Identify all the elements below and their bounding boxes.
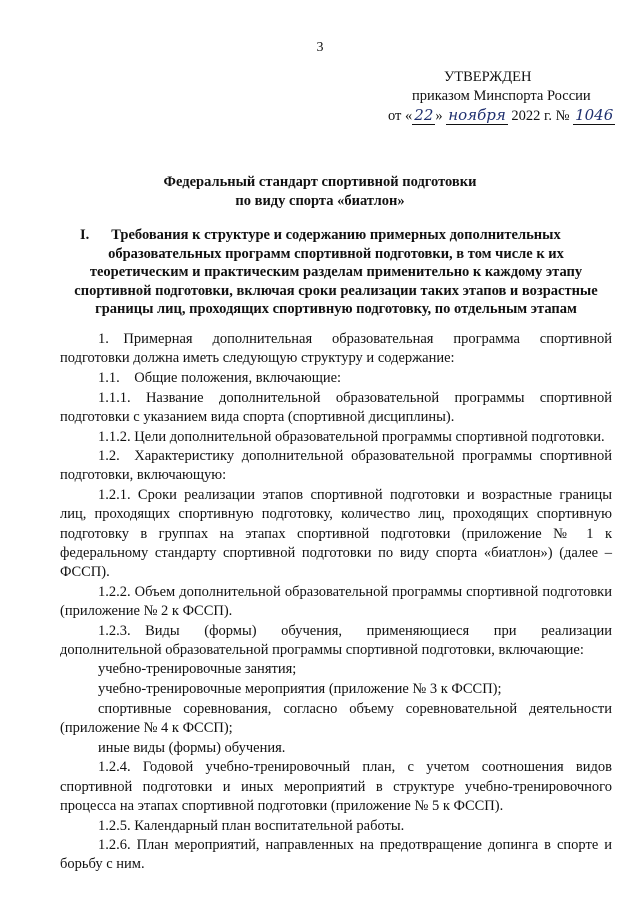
paragraph: 1.1. Общие положения, включающие: [98,369,342,386]
approval-date-line [388,106,628,126]
approval-order: приказом Минспорта России [412,88,591,104]
paragraph: 1.1.2. Цели дополнительной образовательной программы спортивной подготовки. [98,428,605,445]
paragraph: 1.2.6. План мероприятий, направленных на предотвращение допинга в спорте и борьбу с ним. [60,837,612,873]
paragraph: учебно-тренировочные мероприятия (приложение № 3 к ФССП); [98,681,502,698]
approval-heading: УТВЕРЖДЕН [444,69,532,85]
page-number: 3 [316,40,324,55]
title-line-2: по виду спорта «биатлон» [235,193,405,209]
handwritten-order-number: 1046 [575,106,614,124]
approval-block [388,68,628,126]
paragraph: учебно-тренировочные занятия; [98,661,297,678]
paragraph: 1.2.1. Сроки реализации этапов спортивной подготовки и возрастные границы лиц, проходящих спортивную подготовку, количество лиц, проходящих спортивную подготовку в группах на этапах спортивной подготовки (приложение № 1 к федеральному стандарту спортивной подготовки по виду спорта «биатлон») (далее – ФССП). [60,487,612,580]
date-year: 2022 г. № [511,108,570,124]
section-number: I. [80,227,90,243]
paragraph: иные виды (формы) обучения. [98,739,286,756]
section-text: Требования к структуре и содержанию примерных дополнительных образовательных программ спортивной подготовки, в том числе к их теоретическим и практическим разделам применительно к каждому этапу спортивной подготовки, включая сроки реализации таких этапов и возрастные границы лиц, проходящих спортивную подготовку, по отдельным этапам [74,227,598,317]
paragraph: 1. Примерная дополнительная образовательная программа спортивной подготовки должна иметь следующую структуру и содержание: [60,331,612,367]
paragraph: спортивные соревнования, согласно объему соревновательной деятельности (приложение № 4 к ФССП); [60,700,612,737]
document-title [60,173,580,211]
date-mid: » [435,108,443,124]
paragraph: 1.2.5. Календарный план воспитательной работы. [98,817,405,834]
document-body [60,330,612,875]
paragraph: 1.1.1. Название дополнительной образовательной программы спортивной подготовки с указанием вида спорта (спортивной дисциплины). [60,389,612,425]
date-prefix: от « [388,108,413,124]
paragraph: 1.2.2. Объем дополнительной образовательной программы спортивной подготовки (приложение № 2 к ФССП). [60,583,612,619]
paragraph: 1.2. Характеристику дополнительной образовательной программы спортивной подготовки, включающую: [60,448,612,484]
title-line-1: Федеральный стандарт спортивной подготовки [163,174,477,190]
handwritten-day: 22 [414,106,434,124]
handwritten-month: ноября [448,106,506,124]
section-heading [60,226,612,319]
paragraph: 1.2.4. Годовой учебно-тренировочный план, с учетом соотношения видов спортивной подготовки и иных мероприятий в структуре учебно-тренировочного процесса на этапах спортивной подготовки (приложение № 5 к ФССП). [60,759,612,814]
paragraph: 1.2.3. Виды (формы) обучения, применяющиеся при реализации дополнительной образовательной программы спортивной подготовки, включающие: [60,622,612,658]
